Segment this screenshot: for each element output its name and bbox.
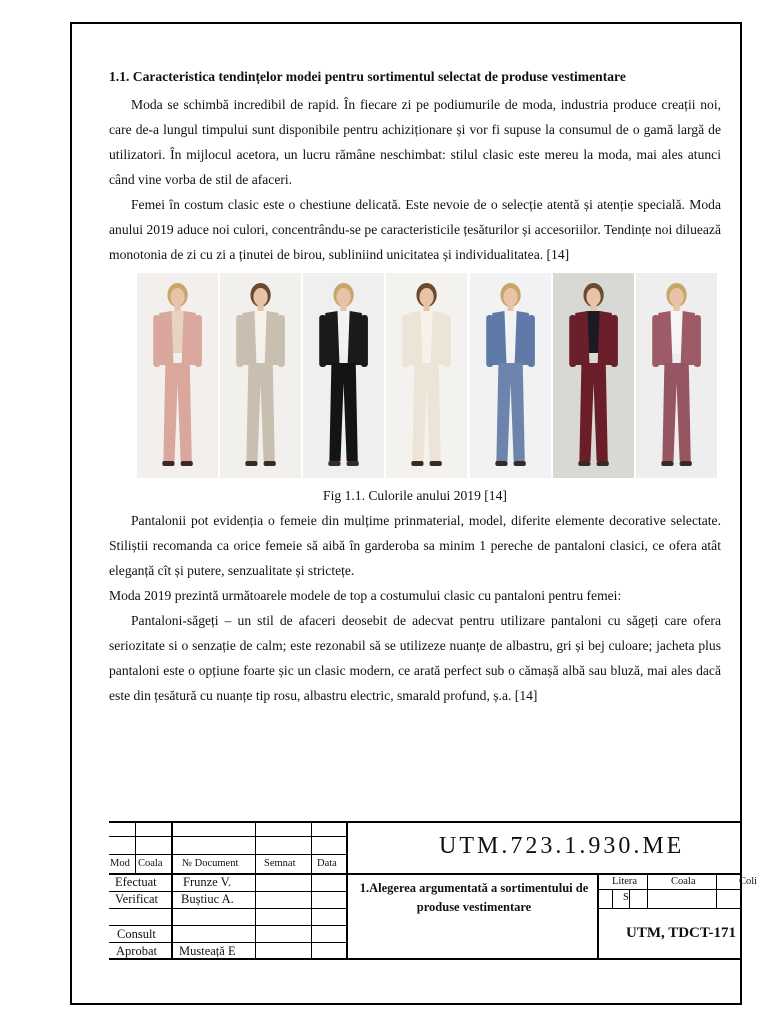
label-litera: Litera — [612, 876, 638, 887]
outfit-photo — [553, 273, 634, 478]
outfit-photo — [220, 273, 301, 478]
role-efectuat: Efectuat — [115, 875, 157, 889]
document-body — [109, 66, 721, 708]
header-semnat: Semnat — [264, 858, 296, 869]
paragraph-3: Pantalonii pot evidenția o femeie din mulțime prinmaterial, model, diferite elemente decorative selectate. Stiliștii recomanda ca orice femeie să aibă în garderoba sa minim 1 pereche de pantaloni clasici, ce ofera atât eleganță cît și putere, senzualitate și strictețe. — [109, 513, 721, 578]
label-coala: Coala — [671, 876, 696, 887]
title-block — [109, 821, 758, 960]
paragraph-1: Moda se schimbă incredibil de rapid. În fiecare zi pe podiumurile de moda, industria produce creații noi, care de-a lungul timpului sunt disponibile pentru achiziționare și vor fi supuse la consumul de o gamă largă de utilizatori. În mijlocul acetora, un lucru rămâne neschimbat: stilul clasic este mereu la moda, mai ales atunci când vine vorba de stil de afaceri. — [109, 97, 721, 187]
outfit-photo — [303, 273, 384, 478]
paragraph-5: Pantaloni-săgeți – un stil de afaceri deosebit de adecvat pentru utilizare pantaloni cu săgeți care ofera seriozitate si o senzație de calm; este rezonabil să se utilizeze nuanțe de albastru, gri și bej culoare; jacheta plus pantaloni este o opțiune foarte șic un clasic modern, ce arată perfect sub o cămașă albă sau bluză, mai ales dacă este din țesătură cu nuanțe tip rosu, albastru electric, smarald profund, ș.a. [14] — [109, 613, 721, 703]
name-aprobat: Musteață E — [179, 944, 236, 958]
outfit-photo — [470, 273, 551, 478]
role-aprobat: Aprobat — [116, 944, 157, 958]
paragraph-2: Femei în costum clasic este o chestiune delicată. Este nevoie de o selecție atentă și atenție specială. Moda anului 2019 aduce noi culori, concentrându-se pe caracteristicile țesăturilor și accesoriilor. Tendințe noi diluează monotonia de zi cu zi a ținutei de birou, subliniind unicitatea și individualitatea. [14] — [109, 197, 721, 262]
role-verificat: Verificat — [115, 892, 159, 906]
role-consult: Consult — [117, 927, 156, 941]
outfit-photo — [386, 273, 467, 478]
document-title: 1.Alegerea argumentată a sortimentului de produse vestimentare — [359, 881, 589, 914]
header-document: № Document — [182, 858, 239, 869]
name-verificat: Buștiuc A. — [181, 892, 234, 906]
figure-photo-strip — [137, 273, 717, 478]
name-efectuat: Frunze V. — [183, 875, 232, 889]
outfit-photo — [636, 273, 717, 478]
organization: UTM, TDCT-171 — [626, 925, 737, 941]
figure-caption: Fig 1.1. Culorile anului 2019 [14] — [323, 488, 507, 503]
label-coli: Coli — [739, 876, 758, 887]
document-code: UTM.723.1.930.ME — [439, 833, 685, 859]
header-data: Data — [317, 858, 337, 869]
value-litera: S — [623, 892, 629, 903]
outfit-photo — [137, 273, 218, 478]
header-coala: Coala — [138, 858, 163, 869]
header-mod: Mod — [110, 858, 130, 869]
section-heading: 1.1. Caracteristica tendințelor modei pentru sortimentul selectat de produse vestimentare — [109, 69, 626, 84]
paragraph-4: Moda 2019 prezintă următoarele modele de top a costumului clasic cu pantaloni pentru femei: — [109, 588, 622, 603]
